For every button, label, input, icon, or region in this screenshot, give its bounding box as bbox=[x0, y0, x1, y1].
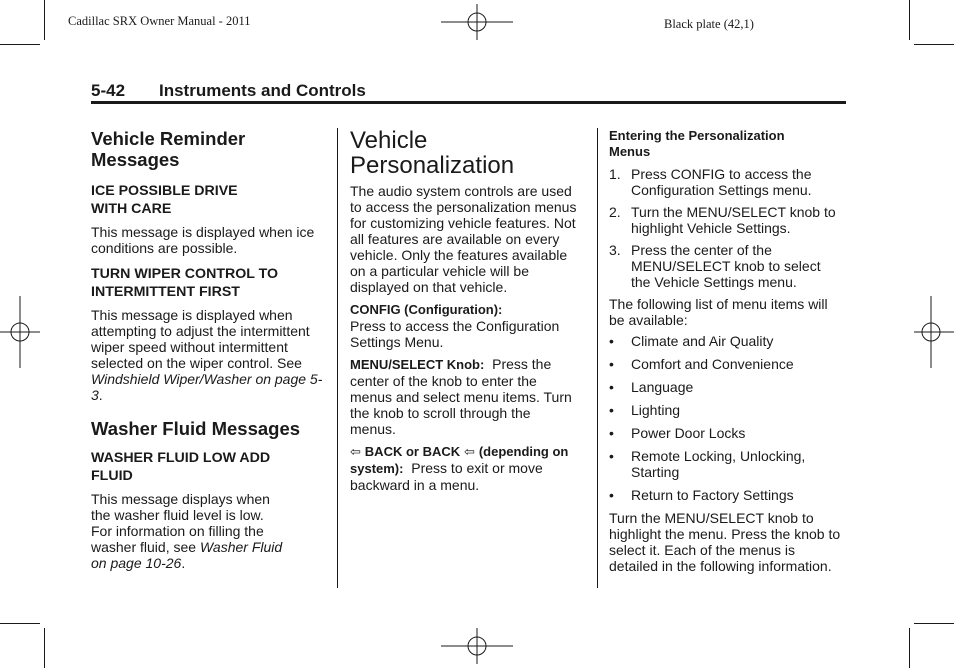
washer-ref-end: . bbox=[181, 555, 186, 571]
menu-select-term: MENU/SELECT Knob: bbox=[350, 357, 485, 372]
list-item: 3. Press the center of the MENU/SELECT knob to select the Vehicle Settings menu. bbox=[609, 242, 821, 290]
menu-item-text: Return to Factory Settings bbox=[631, 487, 794, 503]
config-term: CONFIG (Configuration): bbox=[350, 302, 503, 317]
menu-items-list bbox=[609, 333, 849, 503]
config-desc: Press to access the Configuration Settings Menu. bbox=[350, 318, 560, 350]
ref-end: . bbox=[98, 387, 103, 403]
list-item: • Language bbox=[609, 379, 694, 395]
back-description bbox=[350, 443, 582, 493]
crop-mark-top-left-h bbox=[0, 44, 40, 45]
plate-label: Black plate (42,1) bbox=[664, 17, 754, 31]
list-item: • Remote Locking, Unlocking, Starting bbox=[609, 448, 806, 480]
vehicle-reminder-heading: Vehicle Reminder Messages bbox=[91, 128, 246, 170]
back-term: BACK or BACK bbox=[364, 444, 461, 459]
crop-mark-bottom-right-v bbox=[909, 628, 910, 668]
back-arrow-icon: ⇦ bbox=[350, 444, 361, 459]
wiper-warning-heading: TURN WIPER CONTROL TO INTERMITTENT FIRST bbox=[91, 266, 279, 300]
column-2 bbox=[350, 128, 586, 493]
wiper-warning-body: This message is displayed when attempting to adjust the intermittent wiper speed without intermittent selected on the wiper control. bbox=[91, 307, 310, 371]
step-text: Press the center of the MENU/SELECT knob to select the Vehicle Settings menu. bbox=[631, 242, 821, 290]
list-item: • Lighting bbox=[609, 402, 681, 418]
washer-page-ref[interactable]: Washer Fluid on page 10-26 bbox=[91, 539, 283, 571]
registration-mark-right bbox=[914, 296, 954, 368]
menu-item-text: Remote Locking, Unlocking, Starting bbox=[631, 448, 806, 480]
back-arrow-icon-2: ⇦ bbox=[464, 444, 475, 459]
menu-select-description bbox=[350, 356, 578, 437]
personalization-intro: The audio system controls are used to access the personalization menus for customizing vehicle features. Not all features are available on every vehicle. Only the features available on a particular vehicle will be displayed on that vehicle. bbox=[350, 183, 577, 295]
closing-text: Turn the MENU/SELECT knob to highlight the menu. Press the knob to select it. Each of the menus is detailed in the following information. bbox=[609, 510, 841, 574]
wiper-page-ref[interactable]: Windshield Wiper/Washer on page 5-3 bbox=[91, 371, 323, 403]
list-item: • Return to Factory Settings bbox=[609, 487, 794, 503]
washer-fluid-heading: Washer Fluid Messages bbox=[91, 418, 301, 439]
see-label: See bbox=[277, 355, 302, 371]
header-rule bbox=[91, 101, 846, 104]
list-item: 2. Turn the MENU/SELECT knob to highlight Vehicle Settings. bbox=[609, 204, 836, 236]
ice-warning-text: This message is displayed when ice conditions are possible. bbox=[91, 224, 315, 256]
wiper-warning-text bbox=[91, 307, 329, 403]
crop-mark-top-right-h bbox=[914, 44, 954, 45]
entering-menus-heading: Entering the Personalization Menus bbox=[609, 128, 785, 159]
column-1 bbox=[91, 128, 329, 571]
crop-mark-bottom-right-h bbox=[914, 623, 954, 624]
list-item: • Climate and Air Quality bbox=[609, 333, 774, 349]
menu-item-text: Language bbox=[631, 379, 694, 395]
menu-item-text: Power Door Locks bbox=[631, 425, 746, 441]
crop-mark-top-right-v bbox=[909, 0, 910, 40]
step-text: Press CONFIG to access the Configuration Settings menu. bbox=[631, 166, 812, 198]
manual-title: Cadillac SRX Owner Manual - 2011 bbox=[68, 14, 251, 28]
crop-mark-bottom-left-h bbox=[0, 623, 40, 624]
column-3 bbox=[609, 128, 849, 574]
washer-low-heading: WASHER FLUID LOW ADD FLUID bbox=[91, 450, 271, 484]
list-item: • Comfort and Convenience bbox=[609, 356, 794, 372]
column-divider-1 bbox=[337, 128, 338, 588]
section-title: Instruments and Controls bbox=[159, 81, 366, 100]
menu-item-text: Lighting bbox=[631, 402, 681, 418]
ice-warning-heading: ICE POSSIBLE DRIVE WITH CARE bbox=[91, 183, 238, 217]
crop-mark-bottom-left-v bbox=[44, 628, 45, 668]
crop-mark-top-left-v bbox=[44, 0, 45, 40]
list-item: • Power Door Locks bbox=[609, 425, 746, 441]
list-intro: The following list of menu items will be available: bbox=[609, 296, 828, 328]
page-number: 5-42 bbox=[91, 81, 126, 100]
registration-mark-bottom bbox=[441, 628, 513, 664]
column-divider-2 bbox=[597, 128, 598, 588]
list-item: 1. Press CONFIG to access the Configuration Settings menu. bbox=[609, 166, 812, 198]
registration-mark-top bbox=[441, 4, 513, 40]
steps-list bbox=[609, 166, 849, 290]
back-term-2: (depending on system): bbox=[350, 444, 569, 476]
vehicle-personalization-heading: Vehicle Personalization bbox=[350, 127, 515, 179]
washer-low-text bbox=[91, 491, 283, 571]
config-description bbox=[350, 301, 586, 350]
menu-item-text: Comfort and Convenience bbox=[631, 356, 794, 372]
menu-item-text: Climate and Air Quality bbox=[631, 333, 774, 349]
registration-mark-left bbox=[0, 296, 40, 368]
back-desc: Press to exit or move backward in a menu. bbox=[350, 460, 543, 493]
menu-select-desc: Press the center of the knob to enter the menus and select menu items. Turn the knob to scroll through the menus. bbox=[350, 356, 572, 437]
step-text: Turn the MENU/SELECT knob to highlight Vehicle Settings. bbox=[631, 204, 836, 236]
washer-low-body: This message displays when the washer fluid level is low. For information on filling the washer fluid, see bbox=[91, 491, 270, 555]
